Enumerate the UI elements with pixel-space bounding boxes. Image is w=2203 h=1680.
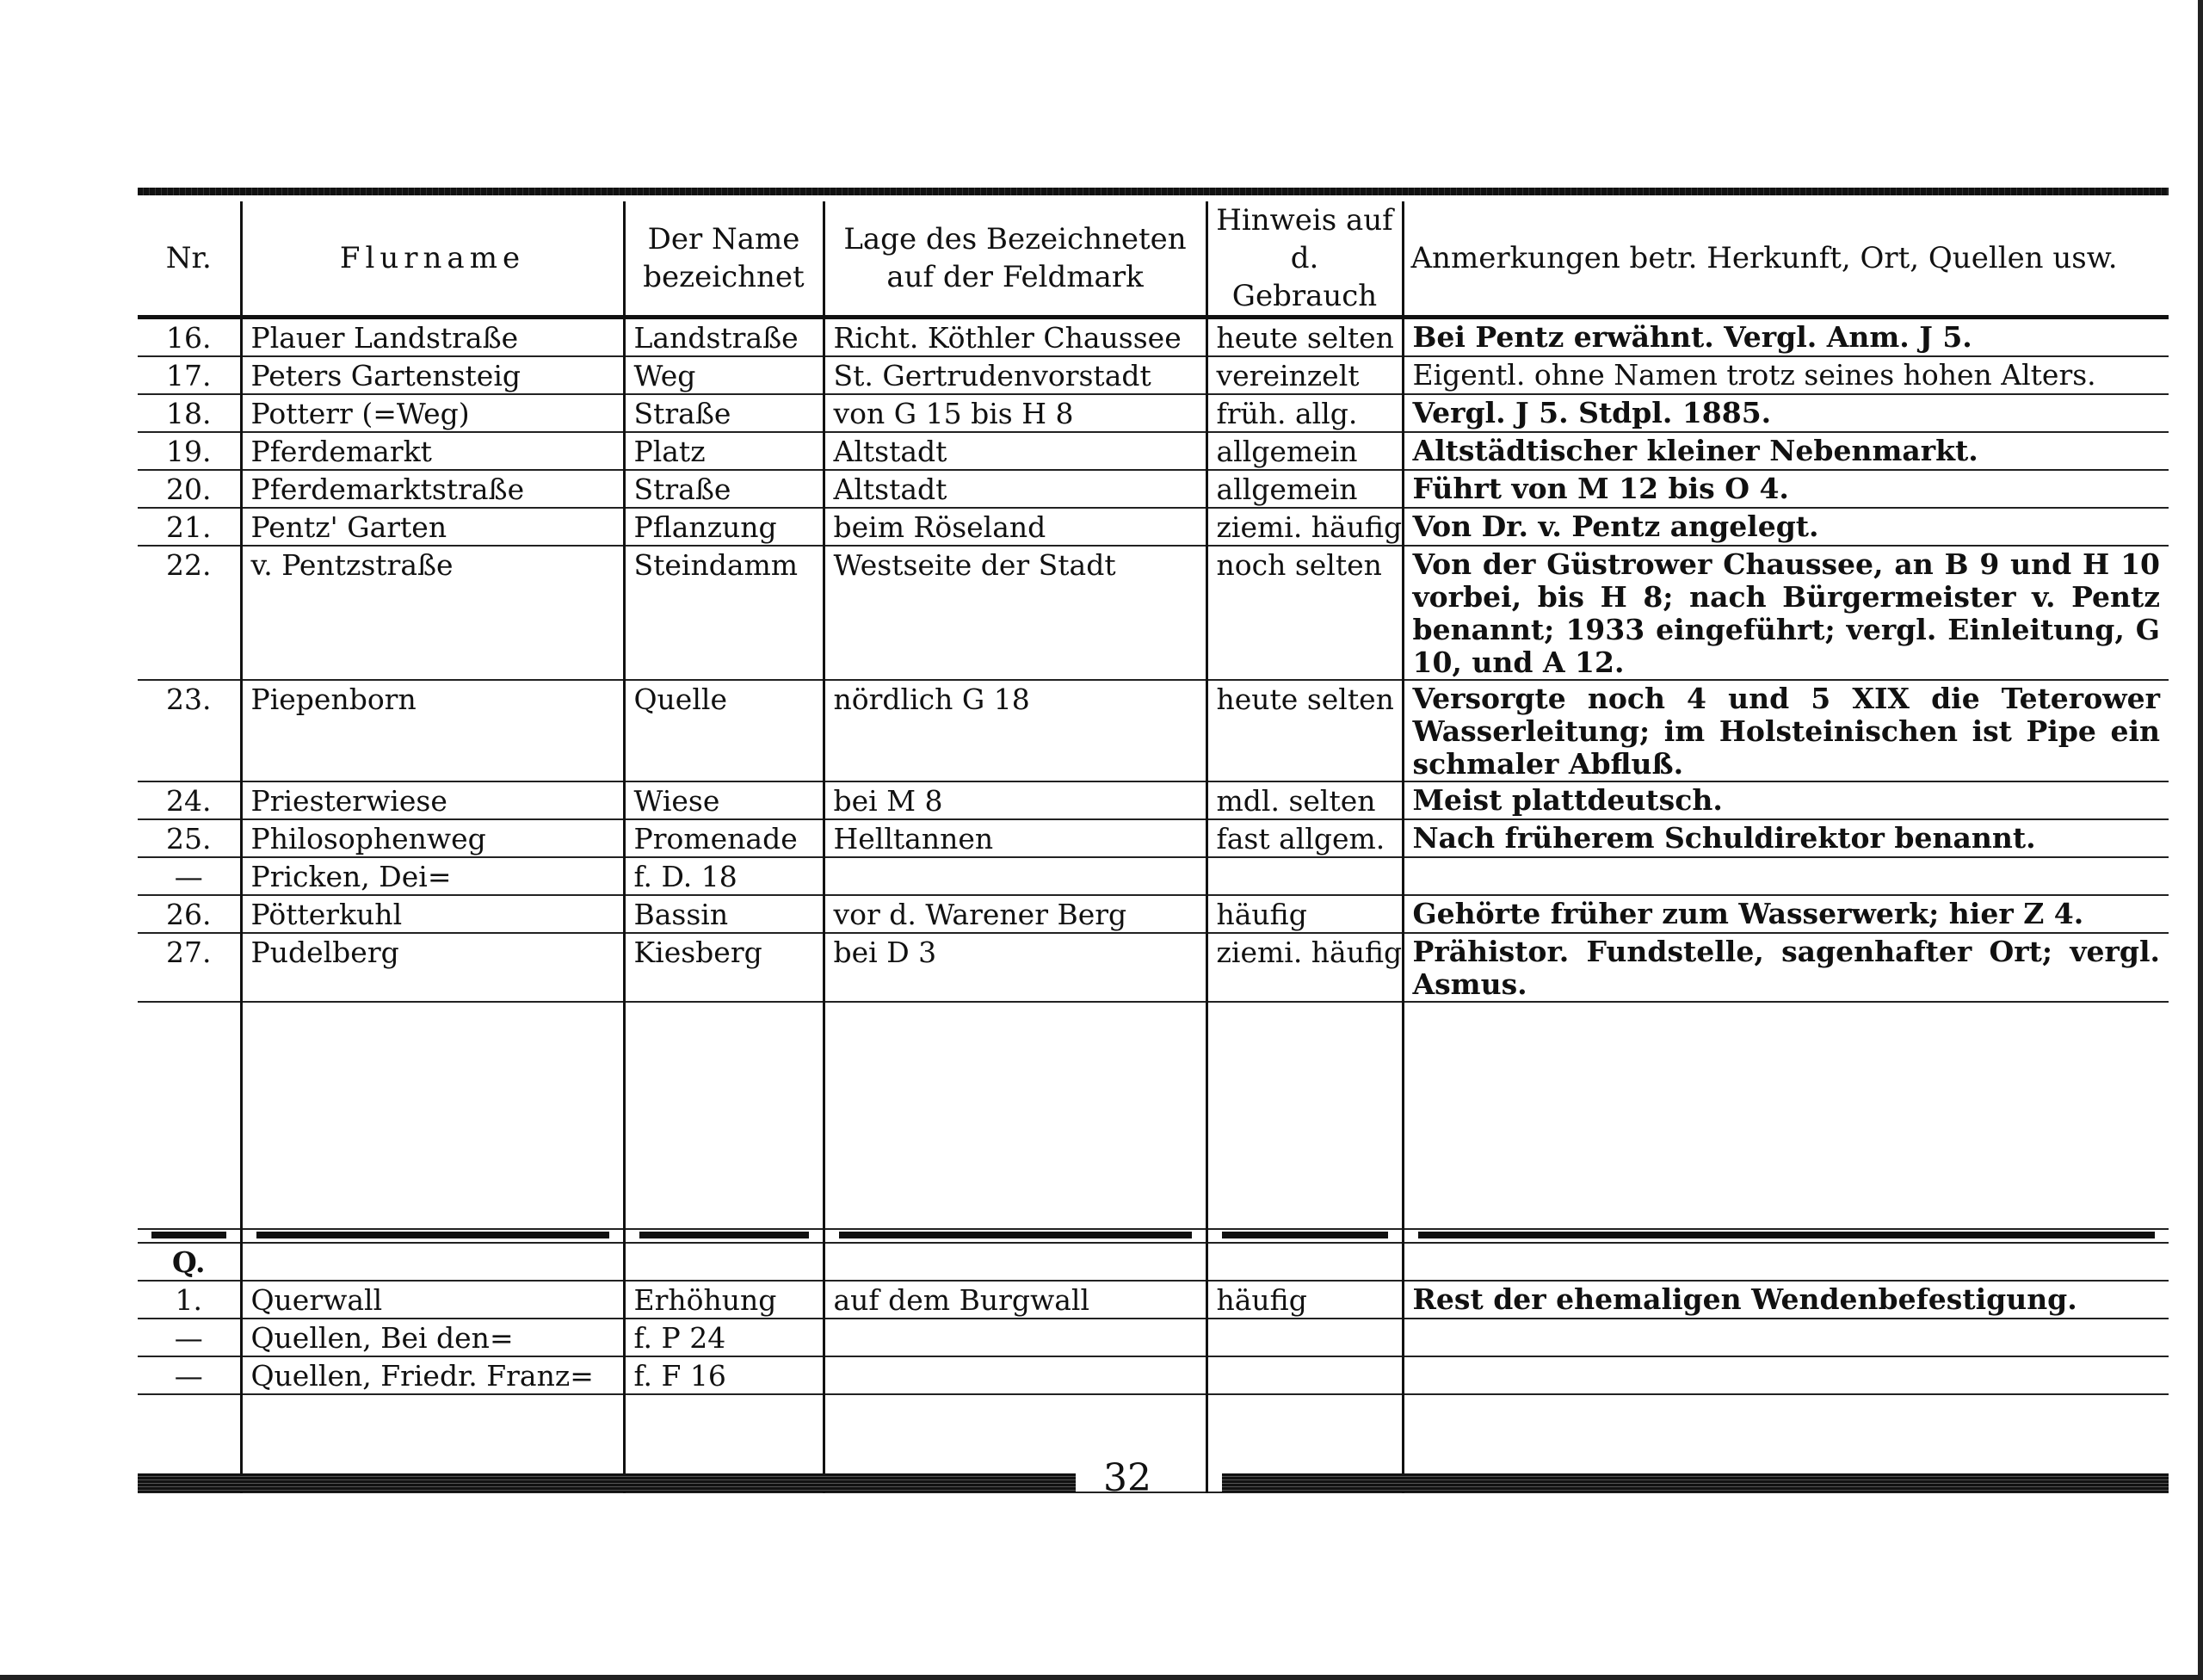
row-flurname: Potterr (=Weg) bbox=[241, 394, 624, 432]
row-hinweis: noch selten bbox=[1206, 546, 1403, 680]
row-flurname: Peters Gartensteig bbox=[241, 356, 624, 394]
row-anmerkung: Rest der ehemaligen Wendenbefestigung. bbox=[1403, 1281, 2169, 1319]
header-flurname: Flurname bbox=[241, 201, 624, 318]
row-number: 27. bbox=[138, 933, 241, 1002]
row-flurname: Pudelberg bbox=[241, 933, 624, 1002]
row-number: — bbox=[138, 1319, 241, 1356]
row-bezeichnet: Pflanzung bbox=[624, 508, 824, 546]
blank-space bbox=[138, 1002, 2169, 1229]
row-hinweis: mdl. selten bbox=[1206, 781, 1403, 819]
row-hinweis: heute selten bbox=[1206, 318, 1403, 357]
header-hinweis: Hinweis auf d. Gebrauch bbox=[1206, 201, 1403, 318]
scan-edge-right bbox=[2198, 0, 2203, 1680]
table-row bbox=[138, 781, 2169, 819]
header-lage: Lage des Bezeichneten auf der Feldmark bbox=[824, 201, 1206, 318]
row-lage bbox=[824, 1356, 1206, 1394]
table-row bbox=[138, 394, 2169, 432]
row-flurname: Plauer Landstraße bbox=[241, 318, 624, 357]
row-bezeichnet: Promenade bbox=[624, 819, 824, 857]
row-anmerkung: Altstädtischer kleiner Nebenmarkt. bbox=[1403, 432, 2169, 470]
row-flurname: Philosophenweg bbox=[241, 819, 624, 857]
row-number: — bbox=[138, 1356, 241, 1394]
row-flurname: Pentz' Garten bbox=[241, 508, 624, 546]
row-number: 22. bbox=[138, 546, 241, 680]
row-bezeichnet: Weg bbox=[624, 356, 824, 394]
scan-edge-bottom bbox=[0, 1675, 2203, 1680]
row-lage: Altstadt bbox=[824, 432, 1206, 470]
row-bezeichnet: Quelle bbox=[624, 680, 824, 781]
row-number: 19. bbox=[138, 432, 241, 470]
table-row bbox=[138, 432, 2169, 470]
row-anmerkung: Versorgte noch 4 und 5 XIX die Teterower Wasserleitung; im Holsteinischen ist Pipe ein schmaler Abfluß. bbox=[1403, 680, 2169, 781]
row-bezeichnet: Straße bbox=[624, 470, 824, 508]
row-number: 25. bbox=[138, 819, 241, 857]
row-flurname: Quellen, Bei den= bbox=[241, 1319, 624, 1356]
row-flurname: Pricken, Dei= bbox=[241, 857, 624, 895]
row-hinweis: vereinzelt bbox=[1206, 356, 1403, 394]
header-bezeichnet: Der Name bezeichnet bbox=[624, 201, 824, 318]
row-flurname: Querwall bbox=[241, 1281, 624, 1319]
row-lage: von G 15 bis H 8 bbox=[824, 394, 1206, 432]
header-nr: Nr. bbox=[138, 201, 241, 318]
table-row bbox=[138, 470, 2169, 508]
row-lage: bei D 3 bbox=[824, 933, 1206, 1002]
row-bezeichnet: Erhöhung bbox=[624, 1281, 824, 1319]
row-bezeichnet: f. P 24 bbox=[624, 1319, 824, 1356]
row-anmerkung: Von Dr. v. Pentz angelegt. bbox=[1403, 508, 2169, 546]
row-hinweis: früh. allg. bbox=[1206, 394, 1403, 432]
row-number: 17. bbox=[138, 356, 241, 394]
row-lage: beim Röseland bbox=[824, 508, 1206, 546]
row-anmerkung: Prähistor. Fundstelle, sagenhafter Ort; vergl. Asmus. bbox=[1403, 933, 2169, 1002]
row-lage: Helltannen bbox=[824, 819, 1206, 857]
row-number: 24. bbox=[138, 781, 241, 819]
row-lage: nördlich G 18 bbox=[824, 680, 1206, 781]
table-row bbox=[138, 819, 2169, 857]
table-row bbox=[138, 933, 2169, 1002]
row-number: 16. bbox=[138, 318, 241, 357]
row-bezeichnet: Landstraße bbox=[624, 318, 824, 357]
row-bezeichnet: Steindamm bbox=[624, 546, 824, 680]
header-anmerkungen: Anmerkungen betr. Herkunft, Ort, Quellen usw. bbox=[1403, 201, 2169, 318]
row-hinweis bbox=[1206, 1319, 1403, 1356]
row-flurname: Pferdemarkt bbox=[241, 432, 624, 470]
section-letter: Q. bbox=[138, 1243, 241, 1281]
section-heading-row bbox=[138, 1243, 2169, 1281]
table-row bbox=[138, 546, 2169, 680]
page-number: 32 bbox=[1103, 1456, 1151, 1500]
row-bezeichnet: Wiese bbox=[624, 781, 824, 819]
row-anmerkung: Nach früherem Schuldirektor benannt. bbox=[1403, 819, 2169, 857]
row-lage bbox=[824, 857, 1206, 895]
row-hinweis bbox=[1206, 857, 1403, 895]
table-row bbox=[138, 318, 2169, 357]
row-lage: auf dem Burgwall bbox=[824, 1281, 1206, 1319]
row-hinweis: allgemein bbox=[1206, 470, 1403, 508]
row-flurname: Pötterkuhl bbox=[241, 895, 624, 933]
row-bezeichnet: Kiesberg bbox=[624, 933, 824, 1002]
row-anmerkung: Bei Pentz erwähnt. Vergl. Anm. J 5. bbox=[1403, 318, 2169, 357]
footer-rule-left bbox=[138, 1473, 1076, 1492]
top-rule bbox=[138, 188, 2169, 195]
table-row bbox=[138, 356, 2169, 394]
row-bezeichnet: Platz bbox=[624, 432, 824, 470]
row-anmerkung: Gehörte früher zum Wasserwerk; hier Z 4. bbox=[1403, 895, 2169, 933]
row-number: — bbox=[138, 857, 241, 895]
row-lage: Westseite der Stadt bbox=[824, 546, 1206, 680]
row-anmerkung: Führt von M 12 bis O 4. bbox=[1403, 470, 2169, 508]
row-bezeichnet: f. F 16 bbox=[624, 1356, 824, 1394]
row-lage: Altstadt bbox=[824, 470, 1206, 508]
row-flurname: Quellen, Friedr. Franz= bbox=[241, 1356, 624, 1394]
row-hinweis: häufig bbox=[1206, 1281, 1403, 1319]
row-number: 18. bbox=[138, 394, 241, 432]
row-hinweis: ziemi. häufig bbox=[1206, 508, 1403, 546]
row-hinweis bbox=[1206, 1356, 1403, 1394]
place-name-table bbox=[138, 201, 2169, 1493]
row-anmerkung: Eigentl. ohne Namen trotz seines hohen Alters. bbox=[1403, 356, 2169, 394]
row-flurname: Priesterwiese bbox=[241, 781, 624, 819]
row-number: 1. bbox=[138, 1281, 241, 1319]
row-anmerkung bbox=[1403, 1356, 2169, 1394]
row-number: 20. bbox=[138, 470, 241, 508]
table-row bbox=[138, 680, 2169, 781]
footer-rule-right bbox=[1222, 1473, 2169, 1492]
row-bezeichnet: Straße bbox=[624, 394, 824, 432]
row-anmerkung bbox=[1403, 1319, 2169, 1356]
table-row bbox=[138, 857, 2169, 895]
row-flurname: Piepenborn bbox=[241, 680, 624, 781]
row-lage: bei M 8 bbox=[824, 781, 1206, 819]
row-number: 26. bbox=[138, 895, 241, 933]
row-hinweis: allgemein bbox=[1206, 432, 1403, 470]
row-hinweis: fast allgem. bbox=[1206, 819, 1403, 857]
header-row bbox=[138, 201, 2169, 318]
row-anmerkung bbox=[1403, 857, 2169, 895]
table-row bbox=[138, 895, 2169, 933]
row-lage: Richt. Köthler Chaussee bbox=[824, 318, 1206, 357]
row-flurname: Pferdemarktstraße bbox=[241, 470, 624, 508]
row-bezeichnet: f. D. 18 bbox=[624, 857, 824, 895]
row-anmerkung: Von der Güstrower Chaussee, an B 9 und H 10 vorbei, bis H 8; nach Bürgermeister v. Pentz benannt; 1933 eingeführt; vergl. Einleitung, G 10, und A 12. bbox=[1403, 546, 2169, 680]
row-hinweis: heute selten bbox=[1206, 680, 1403, 781]
section-separator bbox=[138, 1229, 2169, 1243]
row-flurname: v. Pentzstraße bbox=[241, 546, 624, 680]
row-number: 23. bbox=[138, 680, 241, 781]
table-row bbox=[138, 1319, 2169, 1356]
row-hinweis: ziemi. häufig bbox=[1206, 933, 1403, 1002]
row-bezeichnet: Bassin bbox=[624, 895, 824, 933]
row-lage: St. Gertrudenvorstadt bbox=[824, 356, 1206, 394]
row-anmerkung: Vergl. J 5. Stdpl. 1885. bbox=[1403, 394, 2169, 432]
table-row bbox=[138, 1356, 2169, 1394]
row-lage bbox=[824, 1319, 1206, 1356]
row-hinweis: häufig bbox=[1206, 895, 1403, 933]
table-row bbox=[138, 508, 2169, 546]
row-number: 21. bbox=[138, 508, 241, 546]
row-anmerkung: Meist plattdeutsch. bbox=[1403, 781, 2169, 819]
row-lage: vor d. Warener Berg bbox=[824, 895, 1206, 933]
table-row bbox=[138, 1281, 2169, 1319]
